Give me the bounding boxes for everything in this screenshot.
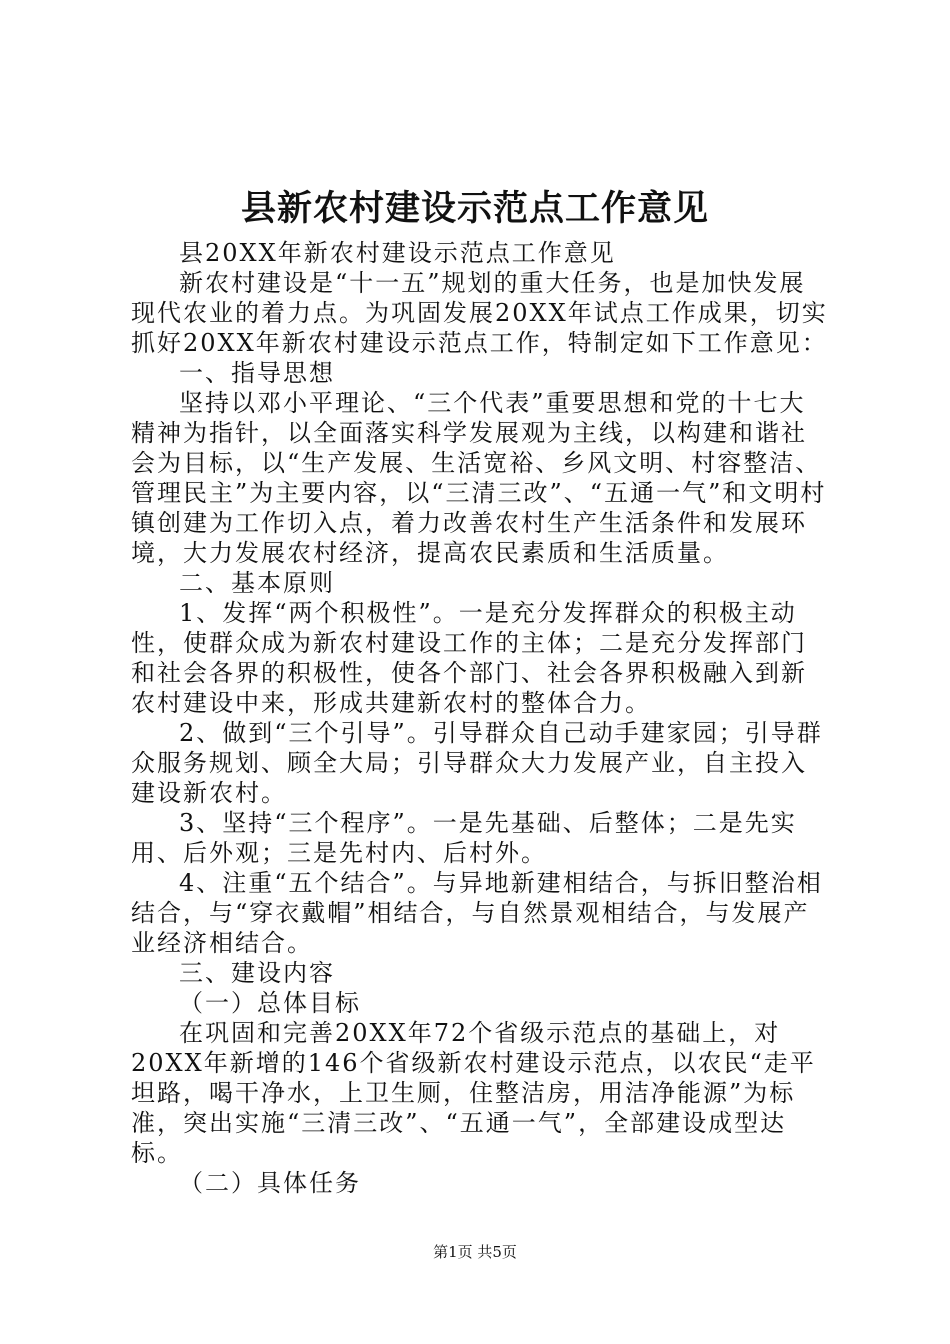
paragraph: 3、坚持“三个程序”。一是先基础、后整体；二是先实用、后外观；三是先村内、后村外。 bbox=[131, 809, 797, 867]
paragraph: 2、做到“三个引导”。引导群众自己动手建家园；引导群众服务规划、顾全大局；引导群众大力发展产业，自主投入建设新农村。 bbox=[131, 719, 823, 807]
document-body bbox=[131, 238, 831, 1198]
document-title: 县新农村建设示范点工作意见 bbox=[240, 188, 709, 229]
section-heading: 三、建设内容 bbox=[179, 959, 335, 987]
subsection-heading: （一）总体目标 bbox=[179, 989, 361, 1017]
paragraph: 1、发挥“两个积极性”。一是充分发挥群众的积极主动性，使群众成为新农村建设工作的主体；二是充分发挥部门和社会各界的积极性，使各个部门、社会各界积极融入到新农村建设中来，形成共建新农村的整体合力。 bbox=[131, 599, 807, 717]
paragraph: 在巩固和完善20XX年72个省级示范点的基础上，对20XX年新增的146个省级新农村建设示范点，以农民“走平坦路，喝干净水，上卫生厕，住整洁房，用洁净能源”为标准，突出实施“三清三改”、“五通一气”，全部建设成型达标。 bbox=[131, 1019, 816, 1167]
subsection-heading: （二）具体任务 bbox=[179, 1169, 361, 1197]
paragraph: 县20XX年新农村建设示范点工作意见 bbox=[179, 239, 616, 267]
paragraph: 新农村建设是“十一五”规划的重大任务，也是加快发展现代农业的着力点。为巩固发展20XX年试点工作成果，切实抓好20XX年新农村建设示范点工作，特制定如下工作意见： bbox=[131, 269, 828, 357]
section-heading: 一、指导思想 bbox=[179, 359, 335, 387]
page-number: 第1页 共5页 bbox=[433, 1243, 517, 1261]
section-heading: 二、基本原则 bbox=[179, 569, 335, 597]
paragraph: 4、注重“五个结合”。与异地新建相结合，与拆旧整治相结合，与“穿衣戴帽”相结合，与自然景观相结合，与发展产业经济相结合。 bbox=[131, 869, 823, 957]
paragraph: 坚持以邓小平理论、“三个代表”重要思想和党的十七大精神为指针，以全面落实科学发展观为主线，以构建和谐社会为目标，以“生产发展、生活宽裕、乡风文明、村容整洁、管理民主”为主要内容，以“三清三改”、“五通一气”和文明村镇创建为工作切入点，着力改善农村生产生活条件和发展环境，大力发展农村经济，提高农民素质和生活质量。 bbox=[131, 389, 827, 567]
